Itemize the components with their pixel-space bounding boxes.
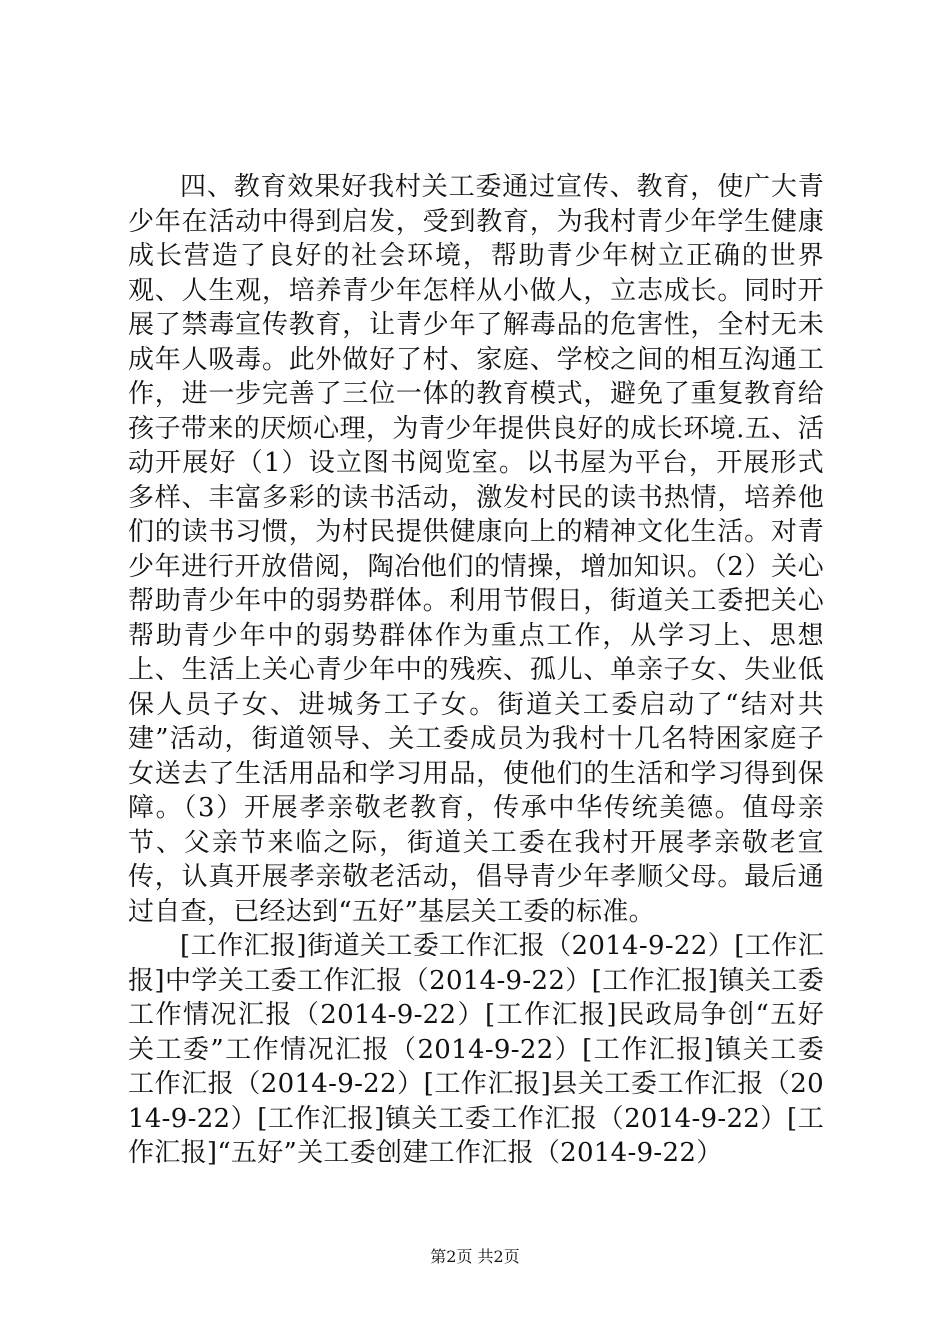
related-links-paragraph: [工作汇报]街道关工委工作汇报（2014-9-22）[工作汇报]中学关工委工作汇报（2014-9-22）[工作汇报]镇关工委工作情况汇报（2014-9-22）[工作汇报]民政局争创“五好关工委”工作情况汇报（2014-9-22）[工作汇报]镇关工委工作汇报（2014-9-22）[工作汇报]县关工委工作汇报（2014-9-22）[工作汇报]镇关工委工作汇报（2014-9-22）[工作汇报]“五好”关工委创建工作汇报（2014-9-22） xyxy=(128,931,824,1168)
body-paragraph: 四、教育效果好我村关工委通过宣传、教育，使广大青少年在活动中得到启发，受到教育，为我村青少年学生健康成长营造了良好的社会环境，帮助青少年树立正确的世界观、人生观，培养青少年怎样从小做人，立志成长。同时开展了禁毒宣传教育，让青少年了解毒品的危害性，全村无未成年人吸毒。此外做好了村、家庭、学校之间的相互沟通工作，进一步完善了三位一体的教育模式，避免了重复教育给孩子带来的厌烦心理，为青少年提供良好的成长环境.五、活动开展好（1）设立图书阅览室。以书屋为平台，开展形式多样、丰富多彩的读书活动，激发村民的读书热情，培养他们的读书习惯，为村民提供健康向上的精神文化生活。对青少年进行开放借阅，陶冶他们的情操，增加知识。（2）关心帮助青少年中的弱势群体。利用节假日，街道关工委把关心帮助青少年中的弱势群体作为重点工作，从学习上、思想上、生活上关心青少年中的残疾、孤儿、单亲子女、失业低保人员子女、进城务工子女。街道关工委启动了“结对共建”活动，街道领导、关工委成员为我村十几名特困家庭子女送去了生活用品和学习用品，使他们的生活和学习得到保障。（3）开展孝亲敬老教育，传承中华传统美德。值母亲节、父亲节来临之际，街道关工委在我村开展孝亲敬老宣传，认真开展孝亲敬老活动，倡导青少年孝顺父母。最后通过自查，已经达到“五好”基层关工委的标准。 xyxy=(128,172,824,927)
document-body xyxy=(128,170,824,1171)
page-number-footer: 第2页 共2页 xyxy=(430,1247,520,1266)
